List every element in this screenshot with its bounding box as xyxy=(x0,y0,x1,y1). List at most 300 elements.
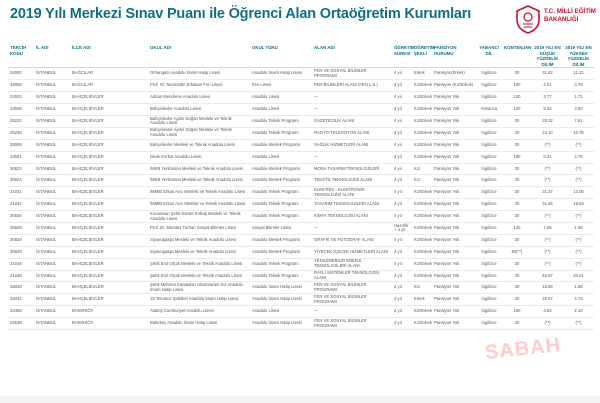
table-cell: Pansiyon Yok xyxy=(432,282,476,294)
table-cell: Pansiyon Yok xyxy=(432,139,476,151)
table-cell: İngilizce xyxy=(476,68,502,80)
table-cell: 30824 xyxy=(8,175,34,187)
column-header: ÖĞRETİM SÜRESİ xyxy=(392,42,412,68)
table-cell: İngilizce xyxy=(476,282,502,294)
table-cell: Siyavuşpaşa Mesleki ve Teknik Anadolu Lisesi xyxy=(148,234,250,246)
column-header: OKUL TÜRÜ xyxy=(250,42,312,68)
table-cell: Kız/Erkek xyxy=(412,80,432,92)
table-cell: Kız/Erkek xyxy=(412,104,432,116)
table-cell: Pansiyon Yok xyxy=(432,151,476,163)
table-cell: 28339 xyxy=(8,282,34,294)
table-cell: 150 xyxy=(502,306,532,318)
table-cell: (**) xyxy=(532,234,563,246)
table-header-row xyxy=(8,42,594,68)
table-cell: GAZETECİLİK ALANI xyxy=(312,115,392,127)
table-row xyxy=(8,270,594,282)
table-cell: 13.05 xyxy=(563,187,594,199)
table-cell: 150 xyxy=(502,80,532,92)
table-cell: Kız/Erkek xyxy=(412,258,432,270)
table-cell: Bahçelievler Aydın Doğan Mesleki ve Teknik Anadolu Lisesi xyxy=(148,127,250,139)
table-cell: (**) xyxy=(532,211,563,223)
table-cell: Anadolu Meslek Programı xyxy=(250,175,312,187)
table-cell: İngilizce xyxy=(476,127,502,139)
table-cell: İMKB Yenibosna Mesleki ve Teknik Anadolu Lisesi xyxy=(148,163,250,175)
table-cell: İngilizce xyxy=(476,175,502,187)
table-cell: 120 xyxy=(502,92,532,104)
table-cell: BAHÇELİEVLER xyxy=(70,211,148,223)
table-cell: 30 xyxy=(502,187,532,199)
table-cell: (**) xyxy=(532,175,563,187)
logo-line-1: T.C. MİLLİ EĞİTİM xyxy=(544,8,596,15)
table-cell: (**) xyxy=(563,175,594,187)
table-cell: 30 xyxy=(502,234,532,246)
table-cell: BAHÇELİEVLER xyxy=(70,282,148,294)
column-header: TERCİH KODU xyxy=(8,42,34,68)
table-cell: 180 xyxy=(502,151,532,163)
table-cell: Pansiyon Yok xyxy=(432,294,476,306)
table-cell: — xyxy=(312,151,392,163)
table-cell: 31.82 xyxy=(532,68,563,80)
table-cell: 2.76 xyxy=(563,151,594,163)
table-cell: Pansiyon Yok xyxy=(432,270,476,282)
table-cell: Kız/Erkek xyxy=(412,306,432,318)
table-cell: 18.53 xyxy=(563,199,594,211)
table-cell: BAHÇELİEVLER xyxy=(70,104,148,116)
table-row xyxy=(8,68,594,80)
table-cell: 30 xyxy=(502,318,532,330)
table-cell: Kız/Erkek xyxy=(412,115,432,127)
table-row xyxy=(8,294,594,306)
table-cell: 22502 xyxy=(8,92,34,104)
table-row xyxy=(8,306,594,318)
table-cell: İSTANBUL xyxy=(34,139,70,151)
table-cell: İSTANBUL xyxy=(34,294,70,306)
table-cell: Fen Lisesi xyxy=(250,80,312,92)
column-header: ÖĞRETİM ŞEKLİ xyxy=(412,42,432,68)
table-cell: İSTANBUL xyxy=(34,306,70,318)
table-cell: İMKB Yenibosna Mesleki ve Teknik Anadolu Lisesi xyxy=(148,175,250,187)
table-cell: İSTANBUL xyxy=(34,80,70,92)
table-cell: Pansiyon Yok xyxy=(432,187,476,199)
table-cell: Sosyal Bilimler Lisesi xyxy=(250,222,312,234)
table-cell: BAHÇELİEVLER xyxy=(70,270,148,282)
table-cell: Kız/Erkek xyxy=(412,222,432,234)
table-cell: 5.32 xyxy=(532,104,563,116)
table-cell: Anadolu Meslek Programı xyxy=(250,246,312,258)
table-cell: 30 xyxy=(502,139,532,151)
table-cell: Kız/Erkek xyxy=(412,211,432,223)
table-cell: 21031 xyxy=(8,187,34,199)
bottom-bar xyxy=(0,396,600,403)
table-cell: Pansiyon(Erkek) xyxy=(432,68,476,80)
table-cell: 3.00 xyxy=(563,104,594,116)
table-cell: Anadolu Lisesi xyxy=(250,104,312,116)
table-cell: FEN VE SOSYAL BİLİMLER PROGRAMI xyxy=(312,318,392,330)
table-cell: 11.12 xyxy=(563,68,594,80)
table-cell: RAYLI SİSTEMLER TEKNOLOJİSİ ALANI xyxy=(312,270,392,282)
table-row xyxy=(8,175,594,187)
table-cell: BAHÇELİEVLER xyxy=(70,187,148,199)
table-cell: 7.56 xyxy=(532,222,563,234)
table-cell: GRAFİK VE FOTOĞRAF ALANI xyxy=(312,234,392,246)
table-cell: İSTANBUL xyxy=(34,211,70,223)
table-cell: Bahçelievler Mesleki ve Teknik Anadolu Lisesi xyxy=(148,139,250,151)
table-cell: İSTANBUL xyxy=(34,246,70,258)
table-cell: 30 xyxy=(502,115,532,127)
table-cell: 30 xyxy=(502,199,532,211)
table-cell: Anadolu Teknik Programı xyxy=(250,258,312,270)
table-cell: 26.67 xyxy=(532,294,563,306)
table-cell: SAĞLIK HİZMETLERİ ALANI xyxy=(312,139,392,151)
table-cell: 15 Temmuz Şehitleri Anadolu İmam Hatip Lisesi xyxy=(148,294,250,306)
table-cell: 23501 xyxy=(8,151,34,163)
table-cell: İngilizce xyxy=(476,306,502,318)
table-cell: Anadolu Teknik Programı xyxy=(250,115,312,127)
table-cell: (**) xyxy=(532,318,563,330)
table-cell: Anadolu Teknik Programı xyxy=(250,270,312,282)
table-cell: 4 yıl xyxy=(392,151,412,163)
table-cell: FEN BİLİMLERİ ALANI (FEN L.S.) xyxy=(312,80,392,92)
table-cell: 23506 xyxy=(8,104,34,116)
table-cell: BAHÇELİEVLER xyxy=(70,246,148,258)
table-cell: (**) xyxy=(563,139,594,151)
page-title: 2019 Yılı Merkezi Sınav Puanı ile Öğrenci Alan Ortaöğretim Kurumları xyxy=(10,6,472,22)
table-cell: — xyxy=(312,104,392,116)
table-cell: (**) xyxy=(563,234,594,246)
table-cell: 10.76 xyxy=(563,127,594,139)
table-cell: BAHÇELİEVLER xyxy=(70,92,148,104)
table-cell: YİYECEK İÇECEK HİZMETLERİ ALANI xyxy=(312,246,392,258)
table-cell: 30 xyxy=(502,270,532,282)
logo-line-2: BAKANLIĞI xyxy=(544,16,579,23)
table-cell: 4 yıl xyxy=(392,68,412,80)
table-cell: 30823 xyxy=(8,163,34,175)
table-cell: 30 xyxy=(502,175,532,187)
table-cell: BAHÇELİEVLER xyxy=(70,199,148,211)
column-header: OKUL ADI xyxy=(148,42,250,68)
table-cell: 4 yıl xyxy=(392,294,412,306)
table-cell: İSTANBUL xyxy=(34,199,70,211)
table-cell: 4 yıl xyxy=(392,270,412,282)
table-cell: Anadolu Teknik Programı xyxy=(250,127,312,139)
table-cell: Şehit Erol Olçok Mesleki ve Teknik Anadolu Lisesi xyxy=(148,270,250,282)
table-cell: Pansiyon Yok xyxy=(432,115,476,127)
table-row xyxy=(8,246,594,258)
table-cell: 2.19 xyxy=(563,306,594,318)
table-cell: 120 xyxy=(502,104,532,116)
table-cell: İngilizce xyxy=(476,151,502,163)
table-cell: İngilizce xyxy=(476,318,502,330)
table-cell: 4 yıl xyxy=(392,211,412,223)
column-header: ALAN ADI xyxy=(312,42,392,68)
table-cell: Kız/Erkek xyxy=(412,246,432,258)
table-cell: 30 xyxy=(502,163,532,175)
table-cell: (**) xyxy=(532,246,563,258)
table-cell: 4 yıl xyxy=(392,104,412,116)
table-cell: Bakırköy Anadolu İmam Hatip Lisesi xyxy=(148,318,250,330)
table-cell: Pansiyon Yok xyxy=(432,318,476,330)
table-cell: Anadolu İmam Hatip Lisesi xyxy=(250,294,312,306)
table-cell: Almanca xyxy=(476,104,502,116)
table-cell: 34858 xyxy=(8,80,34,92)
table-cell: 4 yıl xyxy=(392,187,412,199)
table-cell: Pansiyon Yok xyxy=(432,127,476,139)
table-cell: 21034 xyxy=(8,258,34,270)
table-cell: 24.10 xyxy=(532,127,563,139)
table-row xyxy=(8,211,594,223)
table-cell: Hazırlık + 4 yıl xyxy=(392,222,412,234)
table-cell: 4 yıl xyxy=(392,258,412,270)
ministry-logo xyxy=(515,2,597,38)
table-row xyxy=(8,92,594,104)
table-cell: TASARIM TEKNOLOJİLERİ ALANI xyxy=(312,199,392,211)
table-cell: 120 xyxy=(502,222,532,234)
table-cell: 7.61 xyxy=(563,115,594,127)
table-cell: BAHÇELİEVLER xyxy=(70,163,148,175)
table-cell: 30 xyxy=(502,294,532,306)
table-cell: Adnan Menderes Anadolu Lisesi xyxy=(148,92,250,104)
table-cell: İSTANBUL xyxy=(34,270,70,282)
table-cell: Anadolu İmam Hatip Lisesi xyxy=(250,318,312,330)
table-cell: KİMYA TEKNOLOJİSİ ALANI xyxy=(312,211,392,223)
table-row xyxy=(8,163,594,175)
table-cell: — xyxy=(312,306,392,318)
table-cell: Erkek xyxy=(412,68,432,80)
table-cell: 1.58 xyxy=(563,222,594,234)
table-cell: Anadolu İmam Hatip Lisesi xyxy=(250,68,312,80)
table-cell: 4 yıl xyxy=(392,127,412,139)
table-cell: 1.86 xyxy=(563,282,594,294)
table-cell: Anadolu Lisesi xyxy=(250,151,312,163)
table-cell: BAHÇELİEVLER xyxy=(70,115,148,127)
table-cell: 28342 xyxy=(8,294,34,306)
table-cell: Prof. Dr. Mümtaz Turhan Sosyal Bilimler Lisesi xyxy=(148,222,250,234)
table-cell: (**) xyxy=(563,258,594,270)
column-header: YABANCI DİL xyxy=(476,42,502,68)
table-cell: BAHÇELİEVLER xyxy=(70,127,148,139)
table-cell: (**) xyxy=(563,246,594,258)
table-cell: 60(**) xyxy=(502,246,532,258)
table-cell: Kız/Erkek xyxy=(412,139,432,151)
table-cell: Kız/Erkek xyxy=(412,127,432,139)
table-cell: 30 xyxy=(502,211,532,223)
table-cell: Kız/Erkek xyxy=(412,270,432,282)
table-cell: İSTANBUL xyxy=(34,318,70,330)
table-cell: Kız xyxy=(412,163,432,175)
table-cell: 29.32 xyxy=(532,115,563,127)
table-cell: İngilizce xyxy=(476,163,502,175)
table-row xyxy=(8,151,594,163)
column-header: 2019 YILI EN YÜKSEK YÜZDELİK DİLİM xyxy=(563,42,594,68)
table-cell: YENİLENEBİLİR ENERJİ TEKNOLOJİLERİ ALANI xyxy=(312,258,392,270)
table-cell: İngilizce xyxy=(476,139,502,151)
table-cell: Anadolu Teknik Programı xyxy=(250,211,312,223)
table-cell: 30835 xyxy=(8,211,34,223)
table-cell: 4 yıl xyxy=(392,246,412,258)
table-row xyxy=(8,80,594,92)
table-row xyxy=(8,222,594,234)
table-cell: Anadolu Teknik Programı xyxy=(250,199,312,211)
table-cell: Anadolu Lisesi xyxy=(250,92,312,104)
table-cell: İngilizce xyxy=(476,270,502,282)
watermark: SABAH xyxy=(484,334,563,364)
table-cell: 23488 xyxy=(8,306,34,318)
table-cell: FEN VE SOSYAL BİLİMLER PROGRAMI xyxy=(312,68,392,80)
table-cell: 4.63 xyxy=(532,306,563,318)
table-cell: BAĞCILAR xyxy=(70,68,148,80)
table-cell: Pansiyon Yok xyxy=(432,92,476,104)
table-cell: İngilizce xyxy=(476,222,502,234)
table-cell: İSTANBUL xyxy=(34,234,70,246)
table-cell: BAHÇELİEVLER xyxy=(70,151,148,163)
table-cell: 4 yıl xyxy=(392,163,412,175)
table-cell: TEKSTİL TEKNOLOJİSİ ALANI xyxy=(312,175,392,187)
table-cell: İSTANBUL xyxy=(34,175,70,187)
table-cell: 15.88 xyxy=(532,282,563,294)
table-cell: Şehit Erol Olçok Mesleki ve Teknik Anadolu Lisesi xyxy=(148,258,250,270)
table-row xyxy=(8,282,594,294)
table-cell: 35008 xyxy=(8,139,34,151)
table-cell: 4 yıl xyxy=(392,115,412,127)
table-cell: 34000 xyxy=(8,68,34,80)
table-cell: 4 yıl xyxy=(392,139,412,151)
table-cell: BAHÇELİEVLER xyxy=(70,175,148,187)
table-cell: İSTANBUL xyxy=(34,151,70,163)
table-cell: Pansiyon (Kız/Erkek) xyxy=(432,80,476,92)
table-cell: Anadolu Meslek Programı xyxy=(250,163,312,175)
table-cell: Pansiyon Yok xyxy=(432,222,476,234)
table-cell: 30829 xyxy=(8,246,34,258)
table-cell: Kız/Erkek xyxy=(412,92,432,104)
table-cell: İngilizce xyxy=(476,199,502,211)
table-cell: 36825 xyxy=(8,222,34,234)
table-cell: Bahçelievler Anadolu Lisesi xyxy=(148,104,250,116)
table-cell: 21036 xyxy=(8,270,34,282)
table-row xyxy=(8,318,594,330)
column-header: İLÇE ADI xyxy=(70,42,148,68)
table-cell: 4 yıl xyxy=(392,318,412,330)
table-cell: Anadolu Meslek Programı xyxy=(250,234,312,246)
table-cell: (**) xyxy=(563,211,594,223)
table-row xyxy=(8,115,594,127)
table-cell: Prof. Dr. Necmettin Erbakan Fen Lisesi xyxy=(148,80,250,92)
table-cell: FEN VE SOSYAL BİLİMLER PROGRAMI xyxy=(312,294,392,306)
table-cell: 25235 xyxy=(8,127,34,139)
table-cell: BAĞCILAR xyxy=(70,80,148,92)
table-cell: 21032 xyxy=(8,199,34,211)
table-cell: Kız/Erkek xyxy=(412,199,432,211)
table-cell: 3.77 xyxy=(532,92,563,104)
table-cell: 4 yıl xyxy=(392,199,412,211)
table-cell: 4 yıl xyxy=(392,282,412,294)
table-cell: 30828 xyxy=(8,234,34,246)
table-cell: BAHÇELİEVLER xyxy=(70,294,148,306)
table-cell: İngilizce xyxy=(476,234,502,246)
table-cell: Kız/Erkek xyxy=(412,318,432,330)
table-cell: 4.01 xyxy=(532,80,563,92)
table-cell: Anadolu İmam Hatip Lisesi xyxy=(250,282,312,294)
table-cell: Bahçelievler Aydın Doğan Mesleki ve Teknik Anadolu Lisesi xyxy=(148,115,250,127)
table-cell: İngilizce xyxy=(476,115,502,127)
table-cell: MODA TASARIM TEKNOLOJİLERİ xyxy=(312,163,392,175)
table-cell: 30 xyxy=(502,68,532,80)
table-cell: İSTANBUL xyxy=(34,68,70,80)
table-cell: BAHÇELİEVLER xyxy=(70,234,148,246)
table-cell: İngilizce xyxy=(476,187,502,199)
table-cell: Pansiyon Yok xyxy=(432,199,476,211)
table-cell: Erkek xyxy=(412,294,432,306)
column-header: PANSİYON DURUMU xyxy=(432,42,476,68)
ministry-emblem-icon xyxy=(515,4,541,34)
table-cell: İSTANBUL xyxy=(34,92,70,104)
table-cell: Anadolu Teknik Programı xyxy=(250,187,312,199)
table-cell: İSTANBUL xyxy=(34,222,70,234)
table-cell: İngilizce xyxy=(476,246,502,258)
table-cell: Kız xyxy=(412,282,432,294)
table-cell: İMMİB Erkan Avcı Mesleki ve Teknik Anadolu Lisesi xyxy=(148,187,250,199)
table-row xyxy=(8,199,594,211)
table-cell: Pansiyon Yok xyxy=(432,175,476,187)
table-cell: İSTANBUL xyxy=(34,187,70,199)
table-cell: 25233 xyxy=(8,115,34,127)
table-cell: BAKIRKÖY xyxy=(70,306,148,318)
table-row xyxy=(8,104,594,116)
table-cell: Dede Korkut Anadolu Lisesi xyxy=(148,151,250,163)
column-header: KONTENJAN xyxy=(502,42,532,68)
table-cell: ELEKTRİK - ELEKTRONİK TEKNOLOJİSİ ALANI xyxy=(312,187,392,199)
table-cell: Siyavuşpaşa Mesleki ve Teknik Anadolu Lisesi xyxy=(148,246,250,258)
table-cell: BAHÇELİEVLER xyxy=(70,222,148,234)
table-cell: 6.31 xyxy=(532,151,563,163)
table-cell: Pansiyon Yok xyxy=(432,246,476,258)
table-cell: (**) xyxy=(532,258,563,270)
table-cell: 4 yıl xyxy=(392,234,412,246)
table-cell: 0.78 xyxy=(563,80,594,92)
table-cell: — xyxy=(312,92,392,104)
column-header: 2019 YILI EN DÜŞÜK YÜZDELİK DİLİM xyxy=(532,42,563,68)
table-cell: 4 yıl xyxy=(392,175,412,187)
table-cell: Kız/Erkek xyxy=(412,234,432,246)
table-cell: Pansiyon Yok xyxy=(432,258,476,270)
table-cell: 30 xyxy=(502,258,532,270)
table-cell: Kocasinan Şehit Samet Kırbaş Mesleki ve Teknik Anadolu Lisesi xyxy=(148,211,250,223)
table-cell: — xyxy=(312,222,392,234)
table-cell: FEN VE SOSYAL BİLİMLER PROGRAMI xyxy=(312,282,392,294)
table-row xyxy=(8,139,594,151)
table-cell: İngilizce xyxy=(476,211,502,223)
table-cell: 24538 xyxy=(8,318,34,330)
table-cell: 4 yıl xyxy=(392,80,412,92)
table-cell: 1.72 xyxy=(563,92,594,104)
table-cell: 30 xyxy=(502,282,532,294)
table-cell: BAHÇELİEVLER xyxy=(70,139,148,151)
table-cell: 45.97 xyxy=(532,270,563,282)
table-cell: 4.73 xyxy=(563,294,594,306)
table-cell: Anadolu Lisesi xyxy=(250,306,312,318)
table-cell: Ataköy Cumhuriyet Anadolu Lisesi xyxy=(148,306,250,318)
table-cell: 20.01 xyxy=(563,270,594,282)
table-row xyxy=(8,187,594,199)
table-cell: İngilizce xyxy=(476,294,502,306)
column-header: İL ADI xyxy=(34,42,70,68)
table-row xyxy=(8,127,594,139)
table-cell: 4 yıl xyxy=(392,92,412,104)
table-cell: (**) xyxy=(563,318,594,330)
table-cell: (**) xyxy=(563,163,594,175)
table-cell: İSTANBUL xyxy=(34,115,70,127)
table-row xyxy=(8,234,594,246)
school-table xyxy=(8,42,594,330)
